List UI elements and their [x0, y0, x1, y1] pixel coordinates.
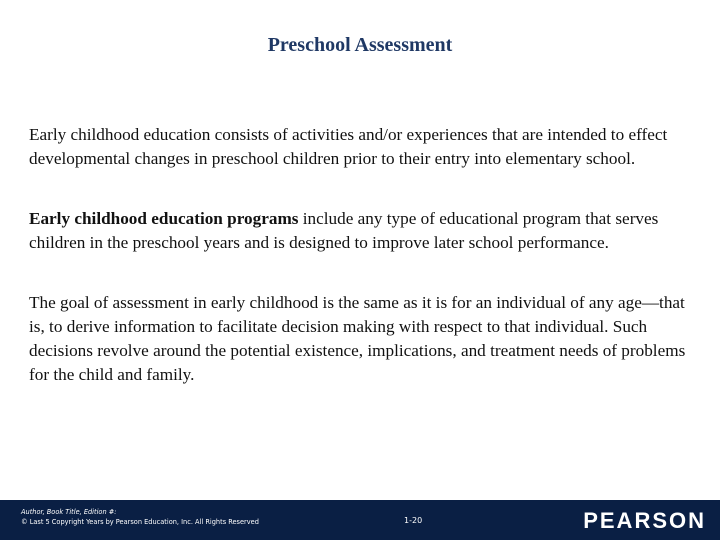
footer-book-info: Author, Book Title, Edition #: — [21, 508, 117, 516]
pearson-logo: PEARSON — [583, 508, 706, 533]
slide-title: Preschool Assessment — [267, 34, 453, 56]
slide-footer — [0, 500, 720, 540]
paragraph-programs — [29, 207, 694, 255]
paragraph-programs-text: include any type of educational program that serves children in the preschool years and is designed to improve later school performance. — [29, 209, 659, 252]
paragraph-definition: Early childhood education consists of activities and/or experiences that are intended to effect developmental changes in preschool children prior to their entry into elementary school. — [29, 125, 668, 168]
footer-copyright — [21, 507, 259, 527]
paragraph-programs-term: Early childhood education programs — [29, 209, 299, 228]
page-number: 1-20 — [404, 516, 423, 525]
paragraph-assessment-goal: The goal of assessment in early childhood is the same as it is for an individual of any age—that is, to derive information to facilitate decision making with respect to that individual. Such decisions revolve around the potential existence, implications, and treatment needs of problems for the child and family. — [29, 293, 686, 384]
footer-copyright-line: © Last 5 Copyright Years by Pearson Education, Inc. All Rights Reserved — [21, 518, 259, 526]
